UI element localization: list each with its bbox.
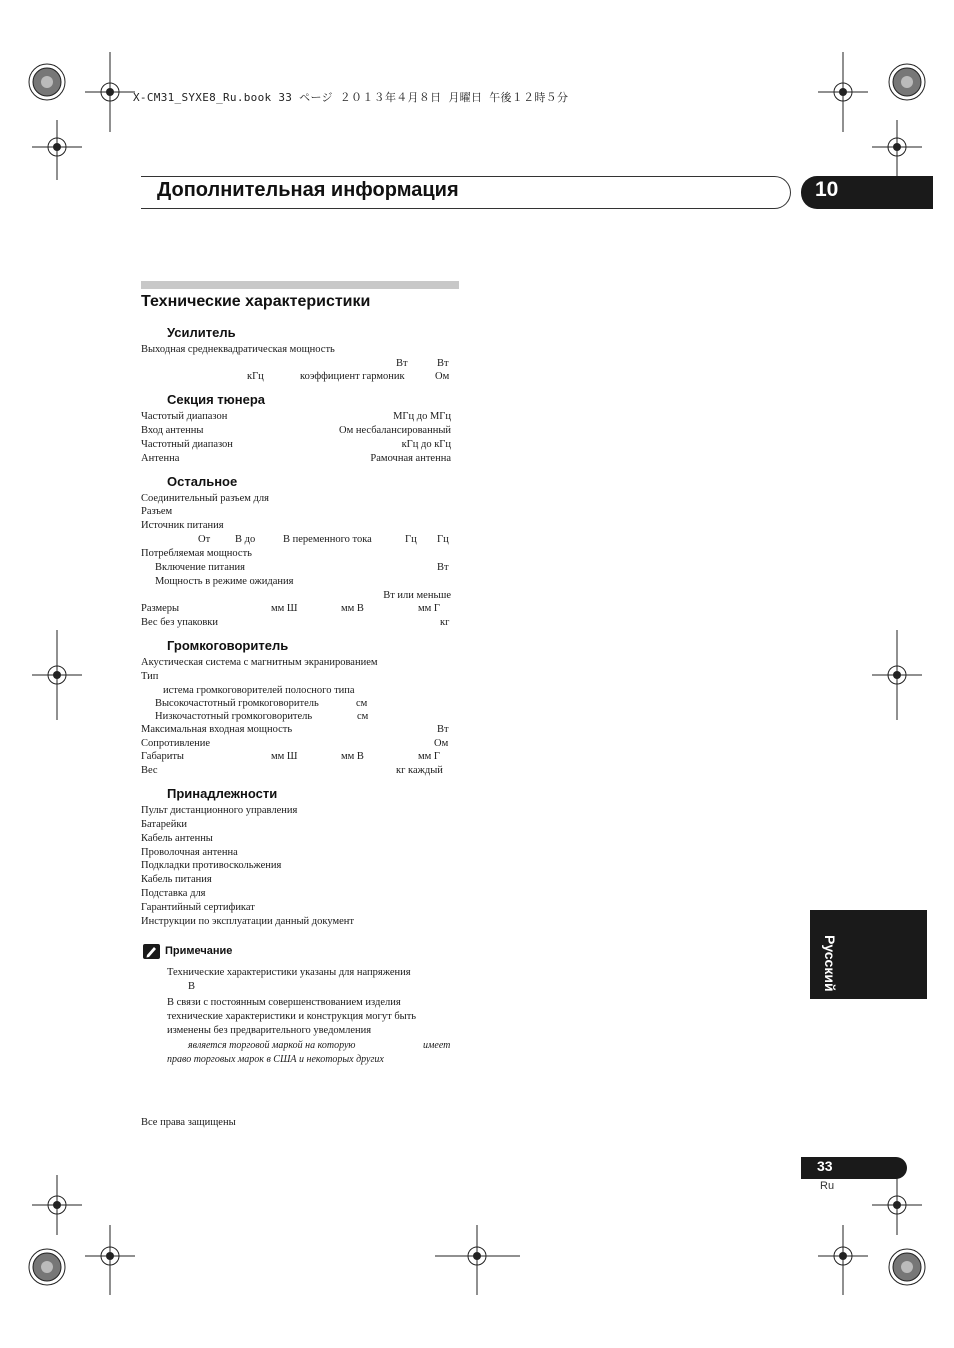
other-ps-hz1: Гц — [405, 534, 417, 545]
note-p3-line2: право торговых марок в США и некоторых других — [167, 1054, 384, 1065]
section-rule — [141, 281, 459, 289]
tuner-row-value: Ом несбалансированный — [339, 425, 451, 436]
chapter-title: Дополнительная информация — [157, 179, 459, 201]
other-power-on-unit: Вт — [437, 562, 449, 573]
list-item: Подкладки противоскольжения — [141, 860, 282, 871]
note-p3-line1a: является торговой маркой на которую — [188, 1040, 356, 1051]
speaker-system: Акустическая система с магнитным экранированием — [141, 657, 378, 668]
crosshair-bottom-right — [818, 1225, 868, 1295]
note-p2-line3: изменены без предварительного уведомления — [167, 1025, 372, 1036]
other-dimensions: Размеры — [141, 603, 180, 614]
amplifier-unit-w1: Вт — [396, 358, 408, 369]
speaker-max-power: Максимальная входная мощность — [141, 724, 293, 735]
other-ps-ac: В переменного тока — [283, 534, 372, 545]
tuner-row-label: Частотый диапазон — [141, 411, 228, 422]
other-standby: Мощность в режиме ожидания — [155, 576, 294, 587]
crosshair-mid-left — [32, 630, 82, 720]
chapter-number: 10 — [815, 178, 839, 201]
note-p3-line1b: имеет — [423, 1040, 451, 1051]
speaker-dim-d: мм Г — [418, 751, 440, 762]
section-title: Технические характеристики — [141, 293, 371, 310]
crosshair-mid-right — [872, 630, 922, 720]
note-label: Примечание — [165, 945, 233, 957]
note-p2-line2: технические характеристики и конструкция могут быть — [167, 1011, 417, 1022]
note-p1-line1: Технические характеристики указаны для напряжения — [167, 967, 411, 978]
tuner-row-label: Антенна — [141, 453, 180, 464]
crosshair-top-right-2 — [872, 120, 922, 180]
speaker-max-power-unit: Вт — [437, 724, 449, 735]
tuner-row-label: Частотный диапазон — [141, 439, 233, 450]
registration-mark-bottom-right — [882, 1242, 932, 1292]
other-dim-d: мм Г — [418, 603, 440, 614]
tuner-heading: Секция тюнера — [167, 392, 266, 407]
crosshair-bottom-left-2 — [32, 1175, 82, 1235]
tuner-row-label: Вход антенны — [141, 425, 204, 436]
other-power-on: Включение питания — [155, 562, 245, 573]
speaker-woofer: Низкочастотный громкоговоритель — [155, 711, 313, 722]
amplifier-unit-khz: кГц — [247, 371, 264, 382]
speaker-weight-unit: кг каждый — [396, 765, 443, 776]
list-item: Кабель антенны — [141, 833, 213, 844]
note-p1-line2: В — [188, 981, 196, 992]
note-pencil-icon — [143, 944, 160, 959]
crosshair-top-left — [85, 52, 135, 132]
registration-mark-bottom-left — [22, 1242, 72, 1292]
accessories-heading: Принадлежности — [167, 786, 278, 801]
amplifier-unit-ohm: Ом — [435, 371, 450, 382]
other-dim-h: мм В — [341, 603, 364, 614]
amplifier-output-label: Выходная среднеквадратическая мощность — [141, 344, 335, 355]
crosshair-bottom-right-2 — [872, 1175, 922, 1235]
other-consumption: Потребляемая мощность — [141, 548, 252, 559]
other-weight: Вес без упаковки — [141, 617, 219, 628]
amplifier-heading: Усилитель — [167, 325, 236, 340]
speaker-impedance: Сопротивление — [141, 738, 211, 749]
list-item: Инструкции по эксплуатации данный документ — [141, 916, 354, 927]
list-item: Кабель питания — [141, 874, 212, 885]
speaker-woofer-unit: см — [357, 711, 369, 722]
other-ps-from: От — [198, 534, 211, 545]
note-p2-line1: В связи с постоянным совершенствованием изделия — [167, 997, 401, 1008]
other-power-source: Источник питания — [141, 520, 224, 531]
crosshair-top-right — [818, 52, 868, 132]
speaker-weight: Вес — [141, 765, 158, 776]
page-number: 33 — [817, 1158, 833, 1174]
other-standby-unit: Вт или меньше — [383, 590, 451, 601]
other-ps-to: В до — [235, 534, 256, 545]
speaker-type: Тип — [141, 671, 159, 682]
registration-mark-top-left — [22, 57, 72, 107]
page-language: Ru — [820, 1180, 835, 1192]
tuner-row-value: Рамочная антенна — [370, 453, 451, 464]
list-item: Проволочная антенна — [141, 847, 238, 858]
speaker-dimensions: Габариты — [141, 751, 184, 762]
list-item: Батарейки — [141, 819, 188, 830]
registration-mark-top-right — [882, 57, 932, 107]
language-tab-label: Русский — [822, 935, 838, 992]
speaker-tweeter: Высокочастотный громкоговоритель — [155, 698, 319, 709]
list-item: Пульт дистанционного управления — [141, 805, 298, 816]
other-ps-hz2: Гц — [437, 534, 449, 545]
amplifier-unit-w2: Вт — [437, 358, 449, 369]
speaker-type-desc: истема громкоговорителей полосного типа — [163, 685, 355, 696]
crosshair-bottom-center — [435, 1225, 520, 1295]
crosshair-bottom-left — [85, 1225, 135, 1295]
list-item: Подставка для — [141, 888, 206, 899]
tuner-row-value: кГц до кГц — [401, 439, 451, 450]
speaker-impedance-unit: Ом — [434, 738, 449, 749]
tuner-row-value: МГц до МГц — [393, 411, 451, 422]
speaker-heading: Громкоговоритель — [167, 638, 289, 653]
amplifier-thd: коэффициент гармоник — [300, 371, 405, 382]
speaker-dim-h: мм В — [341, 751, 364, 762]
other-dim-w: мм Ш — [271, 603, 298, 614]
other-weight-unit: кг — [440, 617, 450, 628]
copyright-rights: Все права защищены — [141, 1117, 236, 1128]
file-info: X-CM31_SYXE8_Ru.book 33 ページ ２０１３年４月８日 月曜日 午後１２時５分 — [133, 91, 569, 104]
other-jack: Разъем — [141, 506, 173, 517]
speaker-tweeter-unit: см — [356, 698, 368, 709]
other-heading: Остальное — [167, 474, 238, 489]
list-item: Гарантийный сертификат — [141, 902, 255, 913]
crosshair-top-left-2 — [32, 120, 82, 180]
speaker-dim-w: мм Ш — [271, 751, 298, 762]
other-connector: Соединительный разъем для — [141, 493, 269, 504]
